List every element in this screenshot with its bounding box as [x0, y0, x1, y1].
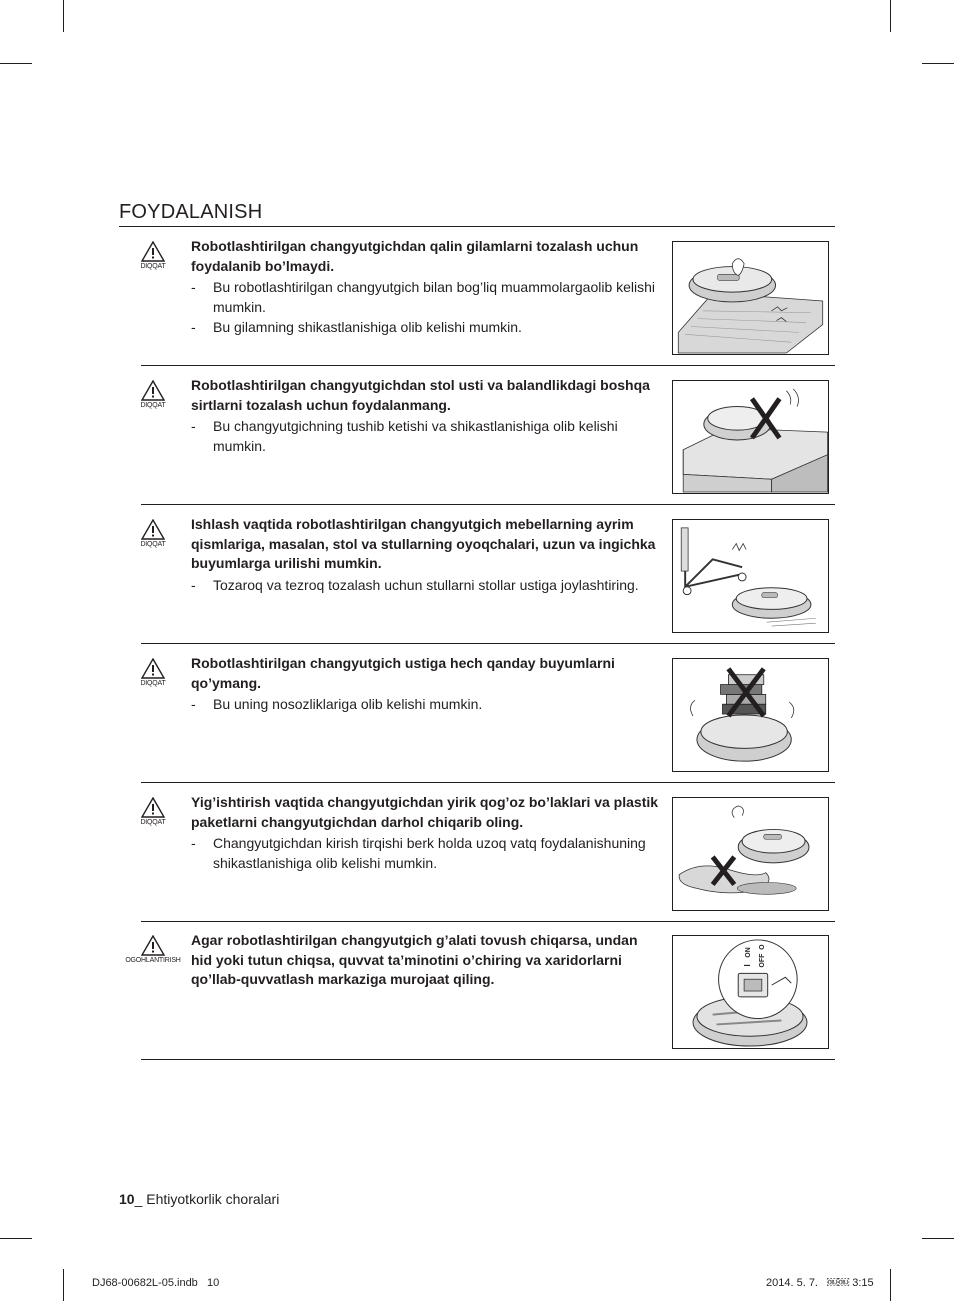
warning-triangle-icon: [141, 797, 165, 818]
caution-badge: [119, 797, 187, 826]
caution-label: DIQQAT: [140, 819, 166, 826]
warning-triangle-icon: [141, 241, 165, 262]
caution-bullet: - Bu uning nosozliklariga olib kelishi mumkin.: [191, 696, 483, 712]
crop-mark: [890, 0, 891, 32]
warning-badge: [119, 935, 187, 964]
crop-mark: [922, 63, 954, 64]
illustration-robot-chair: [672, 519, 829, 633]
crop-mark: [0, 1238, 32, 1239]
caution-item: [119, 227, 835, 366]
caution-item: [119, 644, 835, 783]
crop-mark: [922, 1238, 954, 1239]
print-date-info: 2014. 5. 7. ￼￼ 3:15: [766, 1277, 874, 1289]
switch-on-label: ON: [745, 947, 753, 958]
illustration-robot-table: [672, 380, 829, 494]
switch-on-symbol: I: [743, 964, 753, 967]
switch-off-label: OFF: [758, 953, 766, 968]
caution-bullet: - Bu gilamning shikastlanishiga olib kelishi mumkin.: [191, 319, 522, 335]
caution-bullet: - Bu changyutgichning tushib ketishi va shikastlanishiga olib kelishi mumkin.: [191, 418, 618, 454]
caution-badge: [119, 519, 187, 548]
caution-item: [119, 783, 835, 922]
warning-triangle-icon: [141, 380, 165, 401]
crop-mark: [0, 63, 32, 64]
crop-mark: [63, 0, 64, 32]
caution-label: DIQQAT: [140, 680, 166, 687]
caution-heading: Robotlashtirilgan changyutgich ustiga hech qanday buyumlarni qo’ymang.: [191, 655, 615, 691]
caution-item: [119, 366, 835, 505]
switch-off-symbol: O: [758, 944, 766, 950]
item-divider: [141, 1059, 835, 1060]
footer-section: Ehtiyotkorlik choralari: [146, 1191, 280, 1207]
crop-mark: [890, 1269, 891, 1301]
caution-bullet: - Bu robotlashtirilgan changyutgich bilan bog’liq muammolargaolib kelishi mumkin.: [191, 279, 656, 315]
caution-label: DIQQAT: [140, 541, 166, 548]
warning-item: [119, 921, 835, 1060]
warning-heading: Agar robotlashtirilgan changyutgich g’alati tovush chiqarsa, undan hid yoki tutun chiqsa, quvvat ta’minotini o’chiring va xaridorlarni qo’llab-quvvatlash markaziga murojaat qiling.: [191, 932, 638, 987]
caution-heading: Robotlashtirilgan changyutgichdan qalin gilamlarni tozalash uchun foydalanib bo’lmaydi.: [191, 238, 639, 274]
caution-label: DIQQAT: [140, 402, 166, 409]
illustration-power-switch: [672, 935, 829, 1049]
crop-mark: [63, 1269, 64, 1301]
caution-heading: Yig’ishtirish vaqtida changyutgichdan yirik qog’oz bo’laklari va plastik paketlarni changyutgichdan darhol chiqarib oling.: [191, 794, 659, 830]
page-number: 10: [119, 1191, 135, 1207]
footer-separator: _: [134, 1191, 147, 1207]
warning-triangle-icon: [141, 935, 165, 956]
print-file-info: DJ68-00682L-05.indb 10: [92, 1277, 220, 1289]
section-title: FOYDALANISH: [119, 201, 263, 223]
caution-heading: Ishlash vaqtida robotlashtirilgan changyutgich mebellarning ayrim qismlariga, masalan, stol va stullarning oyoqchalari, uzun va ingichka buyumlarga urilishi mumkin.: [191, 516, 656, 571]
warning-triangle-icon: [141, 658, 165, 679]
caution-badge: [119, 380, 187, 409]
caution-item: [119, 505, 835, 644]
caution-badge: [119, 241, 187, 270]
caution-badge: [119, 658, 187, 687]
warning-triangle-icon: [141, 519, 165, 540]
warning-label: OGOHLANTIRISH: [125, 957, 181, 964]
page-footer: [119, 1191, 279, 1207]
caution-bullet: - Tozaroq va tezroq tozalash uchun stullarni stollar ustiga joylashtiring.: [191, 576, 639, 593]
caution-bullet: - Changyutgichdan kirish tirqishi berk holda uzoq vatq foydalanishuning shikastlanishiga olib kelishi mumkin.: [191, 835, 646, 871]
caution-heading: Robotlashtirilgan changyutgichdan stol usti va balandlikdagi boshqa sirtlarni tozalash uchun foydalanmang.: [191, 377, 650, 413]
illustration-robot-carpet: [672, 241, 829, 355]
illustration-books-on-robot: [672, 658, 829, 772]
caution-label: DIQQAT: [140, 263, 166, 270]
illustration-robot-plastic-bag: [672, 797, 829, 911]
